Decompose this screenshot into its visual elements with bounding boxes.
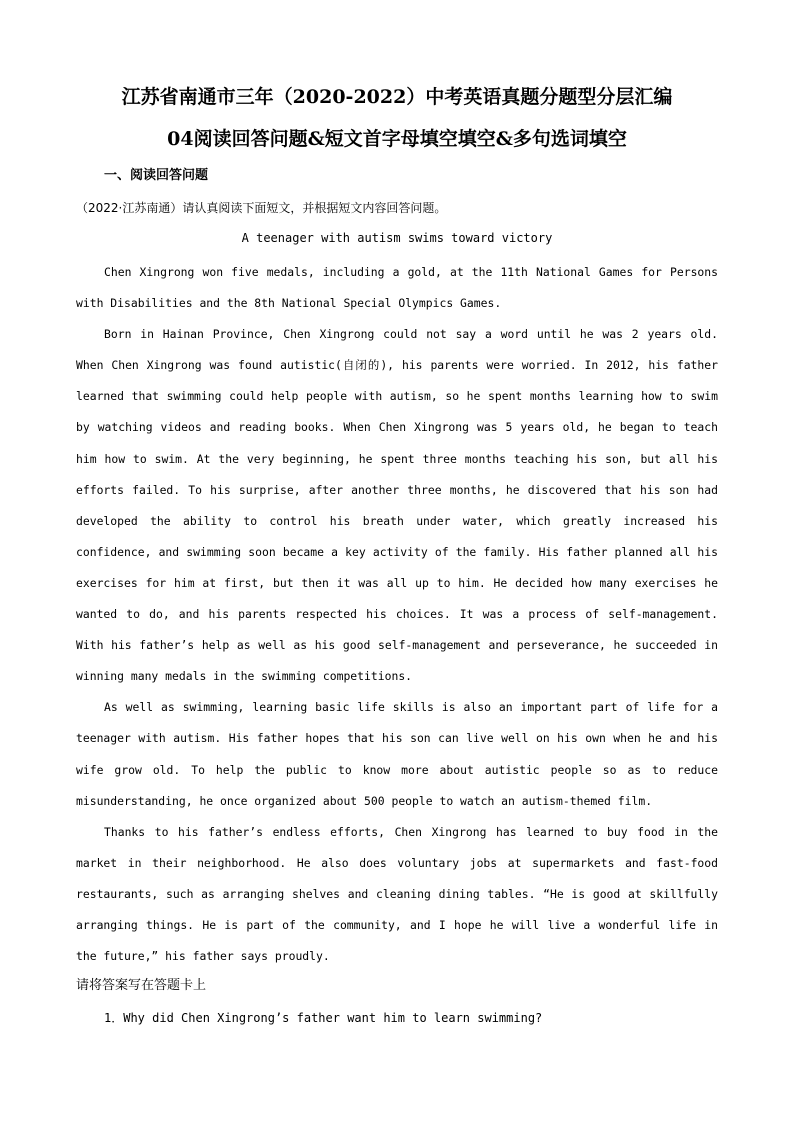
question-number: 1． — [104, 1011, 124, 1025]
answer-note: 请将答案写在答题卡上 — [76, 978, 207, 993]
passage-title: A teenager with autism swims toward victory — [241, 231, 553, 245]
passage-body — [76, 257, 718, 972]
question-item — [104, 1008, 542, 1028]
passage-paragraph: Thanks to his father’s endless efforts, Chen Xingrong has learned to buy food in the market in their neighborhood. He also does voluntary jobs at supermarkets and fast-food restaurants, such as arranging shelves and cleaning dining tables. “He is good at skillfully arranging things. He is part of the community, and I hope he will live a wonderful life in the future,” his father says proudly. — [76, 824, 718, 964]
passage-paragraph: As well as swimming, learning basic life skills is also an important part of life for a teenager with autism. His father hopes that his son can live well on his own when he and his wife grow old. To help the public to know more about autistic people so as to reduce misunderstanding, he once organized about 500 people to watch an autism-themed film. — [76, 700, 718, 808]
question-text: Why did Chen Xingrong’s father want him to learn swimming? — [123, 1011, 543, 1025]
section-heading: 一、阅读回答问题 — [104, 168, 209, 183]
document-title: 江苏省南通市三年（2020-2022）中考英语真题分题型分层汇编 — [121, 86, 673, 108]
passage-paragraph: Born in Hainan Province, Chen Xingrong could not say a word until he was 2 years old. When Chen Xingrong was found autistic(自闭的), his parents were worried. In 2012, his father learned that swimming could help people with autism, so he spent months learning how to swim by watching videos and reading books. When Chen Xingrong was 5 years old, he began to teach him how to swim. At the very beginning, he spent three months teaching his son, but all his efforts failed. To his surprise, after another three months, he discovered that his son had developed the ability to control his breath under water, which greatly increased his confidence, and swimming soon became a key activity of the family. His father planned all his exercises for him at first, but then it was all up to him. He decided how many exercises he wanted to do, and his parents respected his choices. It was a process of self-management. With his father’s help as well as his good self-management and perseverance, he succeeded in winning many medals in the swimming competitions. — [76, 327, 718, 684]
document-subtitle: 04阅读回答问题&短文首字母填空填空&多句选词填空 — [167, 128, 627, 150]
passage-paragraph: Chen Xingrong won five medals, including a gold, at the 11th National Games for Persons with Disabilities and the 8th National Special Olympics Games. — [76, 265, 718, 311]
source-line: （2022·江苏南通）请认真阅读下面短文，并根据短文内容回答问题。 — [76, 201, 447, 215]
